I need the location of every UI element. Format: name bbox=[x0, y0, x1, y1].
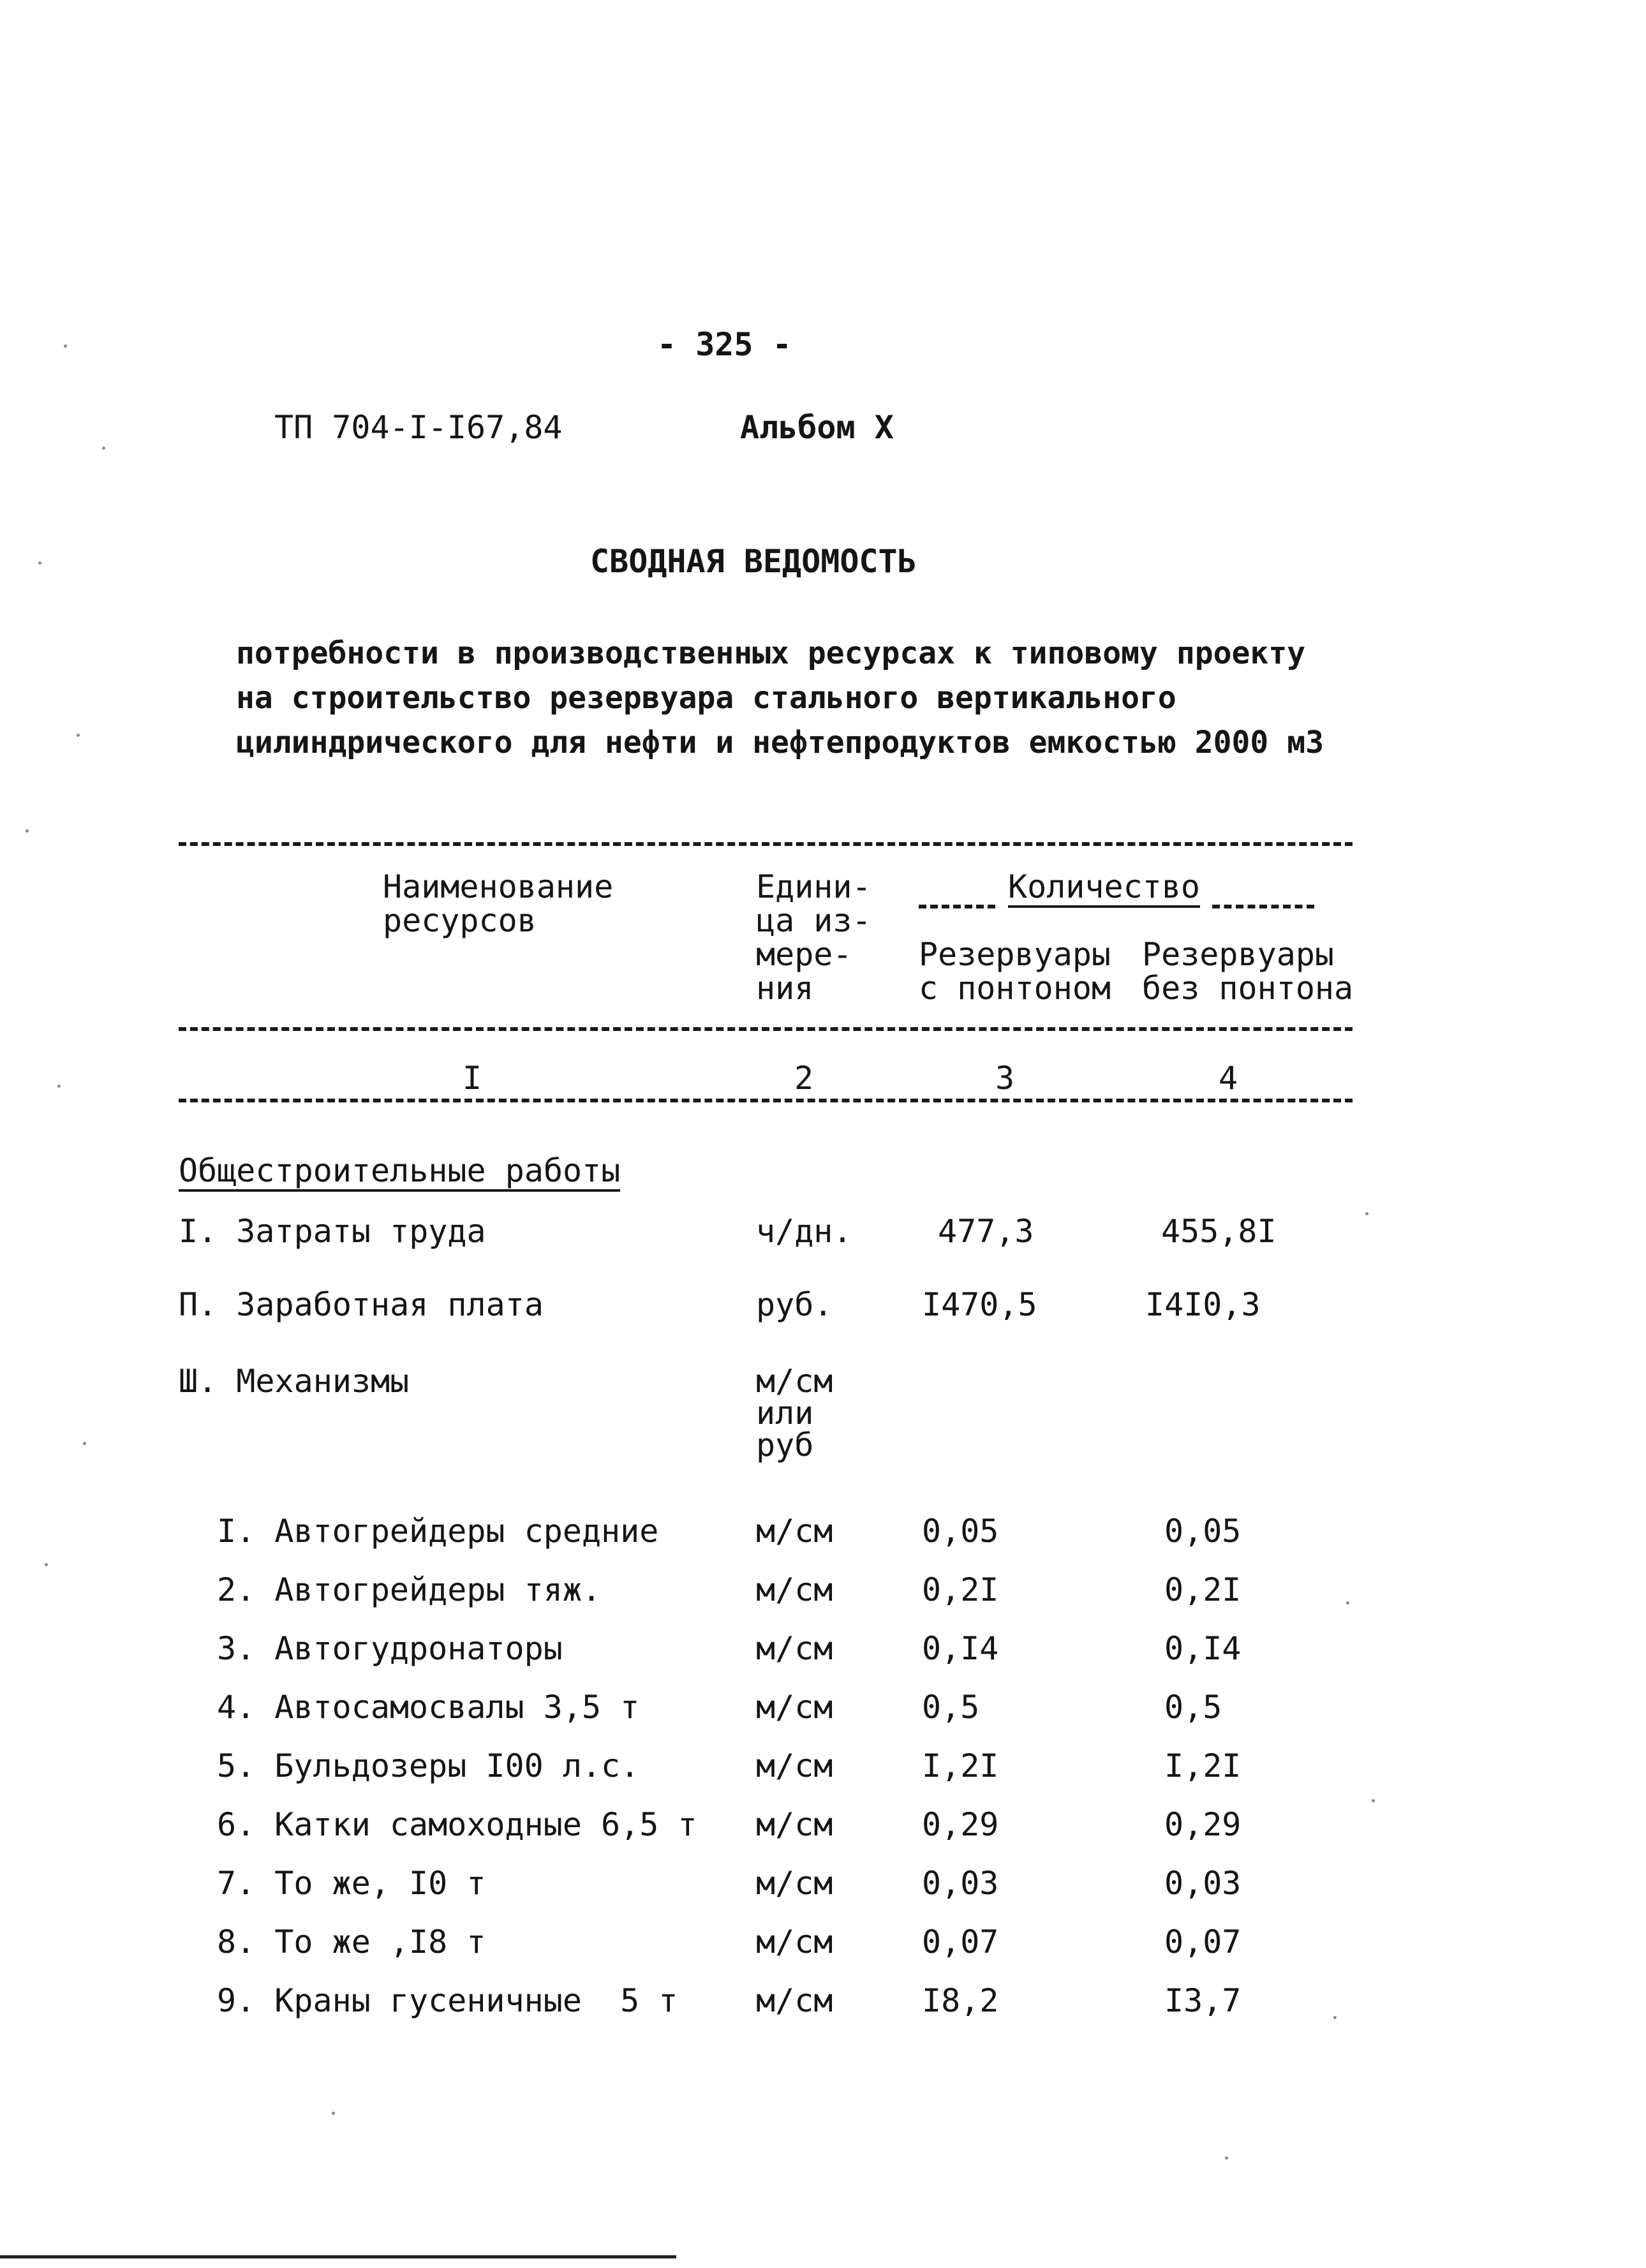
col-number-4: 4 bbox=[1219, 1060, 1238, 1097]
mechanism-value-col4: 0,29 bbox=[1164, 1806, 1242, 1843]
mechanism-unit: м/см bbox=[756, 1865, 833, 1902]
scan-speck bbox=[45, 1563, 48, 1566]
row-value-col3: 477,3 bbox=[938, 1213, 1034, 1250]
scan-speck bbox=[1365, 1212, 1368, 1215]
mechanism-unit: м/см bbox=[756, 1689, 833, 1726]
mechanism-name: 8. То же ,I8 т bbox=[217, 1923, 486, 1960]
mechanism-value-col4: 0,I4 bbox=[1164, 1630, 1242, 1667]
header-unit-line-1: Едини- bbox=[756, 868, 871, 905]
subtitle-line-1: потребности в производственных ресурсах к типовому проекту bbox=[236, 635, 1306, 671]
mechanism-unit: м/см bbox=[756, 1747, 833, 1784]
mechanism-value-col4: I,2I bbox=[1164, 1747, 1242, 1784]
table-top-rule bbox=[179, 842, 1353, 846]
mechanism-value-col3: I8,2 bbox=[922, 1982, 999, 2019]
mechanism-value-col3: 0,5 bbox=[922, 1689, 980, 1726]
scan-speck bbox=[64, 345, 67, 348]
subtitle-line-2: на строительство резервуара стального вертикального bbox=[236, 680, 1176, 716]
scan-speck bbox=[38, 561, 41, 565]
mechanism-value-col4: 0,07 bbox=[1164, 1923, 1242, 1960]
header-col4-line-2: без понтона bbox=[1142, 970, 1354, 1007]
row-name: I. Затраты труда bbox=[179, 1213, 486, 1250]
header-col4-line-1: Резервуары bbox=[1142, 936, 1335, 973]
mechanism-value-col4: 0,03 bbox=[1164, 1865, 1242, 1902]
mechanism-name: 7. То же, I0 т bbox=[217, 1865, 486, 1902]
mechanism-value-col3: 0,05 bbox=[922, 1513, 999, 1550]
scan-speck bbox=[77, 734, 80, 737]
scan-speck bbox=[57, 1085, 61, 1088]
mechanism-name: 2. Автогрейдеры тяж. bbox=[217, 1571, 602, 1608]
scan-speck bbox=[1346, 1601, 1349, 1605]
row-unit-line-1: м/см bbox=[756, 1363, 833, 1400]
mechanism-name: 4. Автосамосвалы 3,5 т bbox=[217, 1689, 640, 1726]
mechanism-name: 5. Бульдозеры I00 л.с. bbox=[217, 1747, 640, 1784]
scan-speck bbox=[83, 1442, 86, 1445]
mechanism-unit: м/см bbox=[756, 1571, 833, 1608]
bottom-edge-line bbox=[0, 2255, 676, 2258]
mechanism-unit: м/см bbox=[756, 1630, 833, 1667]
row-value-col3: I470,5 bbox=[922, 1286, 1037, 1323]
mechanism-unit: м/см bbox=[756, 1982, 833, 2019]
mechanism-unit: м/см bbox=[756, 1513, 833, 1550]
document-code: ТП 704-I-I67,84 bbox=[274, 409, 563, 446]
header-bottom-rule bbox=[179, 1027, 1353, 1031]
mechanism-unit: м/см bbox=[756, 1923, 833, 1960]
mechanism-value-col3: 0,2I bbox=[922, 1571, 999, 1608]
quantity-rule-right bbox=[1212, 905, 1314, 908]
col-number-3: 3 bbox=[995, 1060, 1015, 1097]
document-title: СВОДНАЯ ВЕДОМОСТЬ bbox=[590, 543, 917, 580]
header-col3-line-2: с понтоном bbox=[919, 970, 1111, 1007]
mechanism-value-col4: I3,7 bbox=[1164, 1982, 1242, 2019]
album-label: Альбом X bbox=[740, 409, 894, 446]
row-value-col4: I4I0,3 bbox=[1145, 1286, 1261, 1323]
mechanism-value-col3: 0,29 bbox=[922, 1806, 999, 1843]
scan-speck bbox=[102, 447, 105, 450]
mechanism-name: 9. Краны гусеничные 5 т bbox=[217, 1982, 678, 2019]
mechanism-name: 3. Автогудронаторы bbox=[217, 1630, 563, 1667]
page-number: - 325 - bbox=[657, 326, 792, 363]
mechanism-value-col4: 0,5 bbox=[1164, 1689, 1222, 1726]
header-unit-line-3: мере- bbox=[756, 936, 852, 973]
row-unit: руб. bbox=[756, 1286, 833, 1323]
mechanism-value-col3: 0,07 bbox=[922, 1923, 999, 1960]
subtitle-line-3: цилиндрического для нефти и нефтепродуктов емкостью 2000 м3 bbox=[236, 725, 1324, 760]
row-name: Ш. Механизмы bbox=[179, 1363, 410, 1400]
scan-speck bbox=[26, 829, 29, 833]
mechanism-value-col4: 0,2I bbox=[1164, 1571, 1242, 1608]
scan-speck bbox=[1225, 2156, 1228, 2160]
header-quantity: Количество bbox=[1008, 871, 1200, 908]
mechanism-value-col3: I,2I bbox=[922, 1747, 999, 1784]
col-number-2: 2 bbox=[794, 1060, 814, 1097]
col-number-1: I bbox=[463, 1060, 482, 1097]
scan-speck bbox=[1333, 2016, 1337, 2019]
mechanism-name: 6. Катки самоходные 6,5 т bbox=[217, 1806, 697, 1843]
scan-speck bbox=[332, 2112, 335, 2115]
mechanism-value-col3: 0,03 bbox=[922, 1865, 999, 1902]
mechanism-value-col4: 0,05 bbox=[1164, 1513, 1242, 1550]
header-name-line-2: ресурсов bbox=[383, 902, 537, 939]
row-unit-line-3: руб bbox=[756, 1427, 814, 1464]
header-unit-line-2: ца из- bbox=[756, 902, 871, 939]
mechanism-value-col3: 0,I4 bbox=[922, 1630, 999, 1667]
section-title: Общестроительные работы bbox=[179, 1155, 620, 1192]
scan-speck bbox=[1372, 1799, 1375, 1802]
mechanism-name: I. Автогрейдеры средние bbox=[217, 1513, 659, 1550]
row-unit: ч/дн. bbox=[756, 1213, 852, 1250]
row-value-col4: 455,8I bbox=[1161, 1213, 1277, 1250]
col-numbers-rule bbox=[179, 1099, 1353, 1102]
header-unit-line-4: ния bbox=[756, 970, 814, 1007]
quantity-rule-left bbox=[919, 905, 995, 908]
header-col3-line-1: Резервуары bbox=[919, 936, 1111, 973]
row-name: П. Заработная плата bbox=[179, 1286, 544, 1323]
mechanism-unit: м/см bbox=[756, 1806, 833, 1843]
header-name-line-1: Наименование bbox=[383, 868, 614, 905]
row-unit-line-2: или bbox=[756, 1395, 814, 1432]
